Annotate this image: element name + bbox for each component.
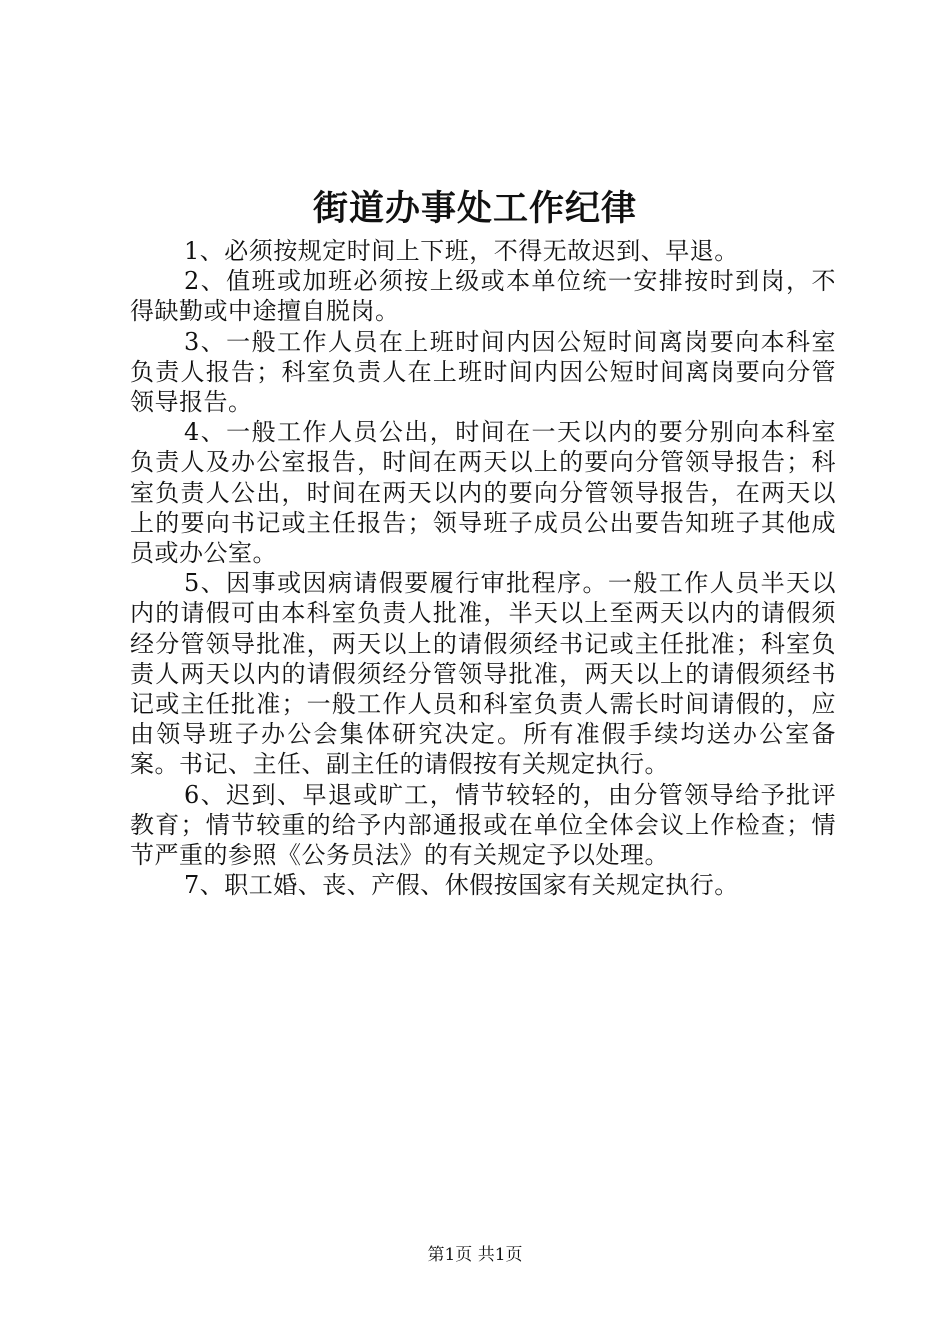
rule-paragraph-1: 1、必须按规定时间上下班，不得无故迟到、早退。 bbox=[184, 237, 739, 265]
rule-paragraph-7: 7、职工婚、丧、产假、休假按国家有关规定执行。 bbox=[184, 871, 739, 900]
rule-paragraph-3: 3、一般工作人员在上班时间内因公短时间离岗要向本科室负责人报告；科室负责人在上班时间内因公短时间离岗要向分管领导报告。 bbox=[130, 327, 836, 417]
rule-paragraph-6: 6、迟到、早退或旷工，情节较轻的，由分管领导给予批评教育；情节较重的给予内部通报或在单位全体会议上作检查；情节严重的参照《公务员法》的有关规定予以处理。 bbox=[130, 780, 836, 870]
rule-paragraph-2: 2、值班或加班必须按上级或本单位统一安排按时到岗，不得缺勤或中途擅自脱岗。 bbox=[130, 267, 836, 326]
page-footer: 第1页 共1页 bbox=[427, 1245, 523, 1265]
document-title: 街道办事处工作纪律 bbox=[312, 188, 637, 229]
rule-paragraph-5: 5、因事或因病请假要履行审批程序。一般工作人员半天以内的请假可由本科室负责人批准，半天以上至两天以内的请假须经分管领导批准，两天以上的请假须经书记或主任批准；科室负责人两天以内的请假须经分管领导批准，两天以上的请假须经书记或主任批准；一般工作人员和科室负责人需长时间请假的，应由领导班子办公会集体研究决定。所有准假手续均送办公室备案。书记、主任、副主任的请假按有关规定执行。 bbox=[130, 569, 836, 779]
document-body bbox=[130, 236, 836, 900]
rule-paragraph-4: 4、一般工作人员公出，时间在一天以内的要分别向本科室负责人及办公室报告，时间在两天以上的要向分管领导报告；科室负责人公出，时间在两天以内的要向分管领导报告，在两天以上的要向书记或主任报告；领导班子成员公出要告知班子其他成员或办公室。 bbox=[130, 418, 836, 568]
